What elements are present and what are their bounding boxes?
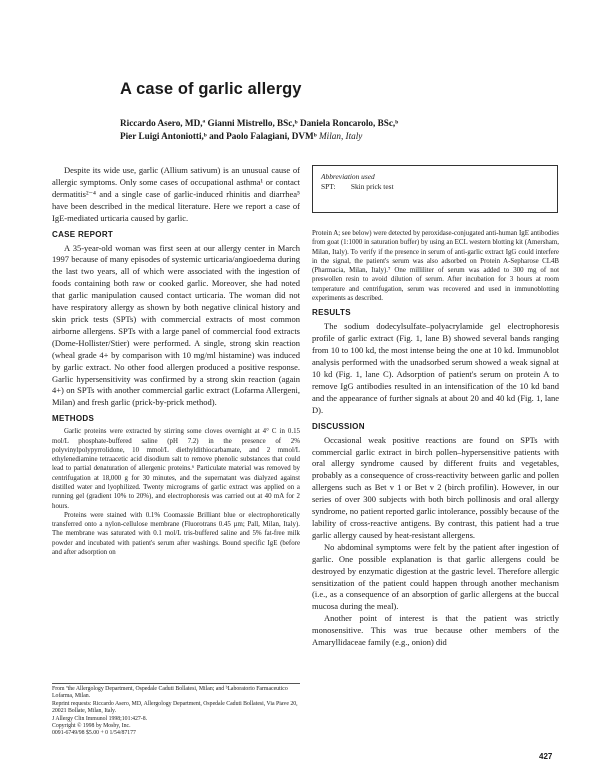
methods-paragraph-1: Garlic proteins were extracted by stirring some cloves overnight at 4° C in 0.15 mol/L phosphate-buffered saline (pH 7.2) in the presence of 2% polyvinylpolypyrrolidone, 10 mmol/L diethyldithiocarbamate, and 2 mmol/L ethylenediamine tetraacetic acid disodium salt to remove phenolic substances that could lead to partial denaturation of allergenic proteins.⁶ Particulate material was removed by centrifugation at 18,000 g for 30 minutes, and the supernatant was dialyzed against distilled water and lyophilized. Twenty micrograms of garlic extract was applied on a running gel (gradient 10% to 20%), and electrophoresis was carried out at 40 mA for 2 hours. [52,428,300,510]
footnote-divider [52,683,300,684]
authors-place: Milan, Italy [319,131,363,141]
authors-line-2-names: Pier Luigi Antoniotti,ᵇ and Paolo Falagiani, DVMᵇ [120,131,317,141]
abbreviation-value: Skin prick test [350,181,394,191]
footnote-affiliations: From ªthe Allergology Department, Ospedale Caduti Bollatesi, Milan; and ᵇLaboratorio Farmaceutico Lofarma, Milan. [52,686,288,700]
discussion-paragraph-2: No abdominal symptoms were felt by the patient after ingestion of garlic. One possible explanation is that garlic allergens could be destroyed by enzymatic digestion at the gastric level. Therefore allergic sensitization of the patient could happen through another mechanism (i.e., as a consequence of an absorption of garlic allergens at the buccal mucosa during the meal). [312,541,559,612]
authors-line-1: Riccardo Asero, MD,ª Gianni Mistrello, BSc,ᵇ Daniela Roncarolo, BSc,ᵇ [120,118,399,128]
results-heading: RESULTS [312,308,351,318]
discussion-paragraph-1: Occasional weak positive reactions are found on SPTs with commercial garlic extract in birch pollen–hypersensitive patients with oral allergy syndrome caused by different fruits and vegetables, probably as a consequence of cross-reactivity between garlic and pollen allergens such as Bet v 1 or Bet v 2 (birch profilin). However, in our series of over 300 subjects with both birch pollinosis and oral allergy syndrome, no patient reported garlic intolerance, possibly because of the lability of cross-reactive antigens. By contrast, this patient had a true garlic allergy caused by heat-resistant allergens. [312,434,559,540]
intro-paragraph: Despite its wide use, garlic (Allium sativum) is an unusual cause of allergic symptoms. Only some cases of occupational asthma¹ or contact dermatitis²⁻⁴ and a single case of garlic-induced rhinitis and diarrhea⁵ have been described in the medical literature. Here we report a case of IgE-mediated urticaria caused by garlic. [52,165,300,223]
discussion-heading: DISCUSSION [312,421,365,431]
discussion-paragraph-3: Another point of interest is that the patient was strictly monosensitive. This was true because other members of the Amaryllidaceae family (e.g., onion) did [312,613,559,648]
left-column [52,165,300,557]
footnote-reprint: Reprint requests: Riccardo Asero, MD, Allergology Department, Ospedale Caduti Bollatesi, Via Piave 20, 20021 Bollate, Milan, Italy. [52,700,298,715]
page-number: 427 [539,752,553,761]
methods-continued-paragraph: Protein A; see below) were detected by peroxidase-conjugated anti-human IgE antibodies from goat (1:1000 in saturation buffer) by using an ECL western blotting kit (Amersham, Milan, Italy). To verify if the presence in serum of anti-garlic extract IgG could interfere in the signal, the patient's serum was also adsorbed on Protein A-Sepharose CL4B (Pharmacia, Milan, Italy).⁷ One milliliter of serum was added to 300 mg of not preswollen resin to avoid dilution of serum. After incubation for 3 hours at room temperature and centrifugation, serum was recovered and used in immunoblotting experiments as described. [312,230,559,303]
results-paragraph: The sodium dodecylsulfate–polyacrylamide gel electrophoresis profile of garlic extract (Fig. 1, lane B) showed several bands ranging from 10 to 100 kd, the most intense being the one at 10 kd. Immunoblot analysis performed with the unadsorbed serum showed a weak signal at 10 kd (Fig. 1, lane C). Adsorption of patient's serum on protein A to remove IgG antibodies resulted in an intensification of the 10 kd band and the appearance of further signals at about 20 and 40 kd (Fig. 1, lane D). [312,321,559,415]
abbreviation-row [321,182,549,192]
footnote-copyright: Copyright © 1998 by Mosby, Inc. [52,723,131,730]
footnote-citation: J Allergy Clin Immunol 1998;101:427-8. [52,715,148,722]
right-column [312,229,559,649]
footnote-code: 0091-6749/98 $5.00 + 0 1/54/87177 [52,730,136,737]
author-list [120,117,550,143]
case-report-heading: CASE REPORT [52,229,114,239]
abbreviation-heading: Abbreviation used [321,172,375,181]
article-title: A case of garlic allergy [120,80,302,98]
abbreviation-box [312,165,558,213]
methods-paragraph-2: Proteins were stained with 0.1% Coomassie Brilliant blue or electrophoretically transferred onto a nylon-cellulose membrane (Fluorotrans 0.45 µm; Pall, Milan, Italy). The membrane was saturated with 0.1 mol/L tris-buffered saline and 5% fat-free milk powder and incubated with patient's serum after washings. Bound specific IgE (before and after adsorption on [52,511,300,557]
case-report-paragraph: A 35-year-old woman was first seen at our allergy center in March 1997 because of many episodes of systemic urticaria/angioedema during the last two years, all of which were associated with the ingestion of foods containing both raw or cooked garlic. Moreover, she had noted that garlic manipulation caused contact urticaria. The woman did not have respiratory allergy as shown by both negative clinical history and skin prick tests (SPTs) with commercial extracts of most common airborne allergens. SPTs with a large panel of commercial food extracts (Dome-Hollister/Stier) were performed. A single, strong skin reaction (wheal grade 4+ by comparison with 10 mg/ml histamine) was induced by garlic extract. No other food allergen produced a positive response. Garlic hypersensitivity was confirmed by a strong skin reaction (again 4+) on SPTs with another commercial garlic extract (Lofarma Allergeni, Milan) and fresh garlic (prick-by-prick method). [52,242,300,408]
methods-heading: METHODS [52,414,95,424]
authors-line-2 [120,130,550,143]
abbreviation-key: SPT: [321,181,336,191]
footnote-block [52,686,300,738]
